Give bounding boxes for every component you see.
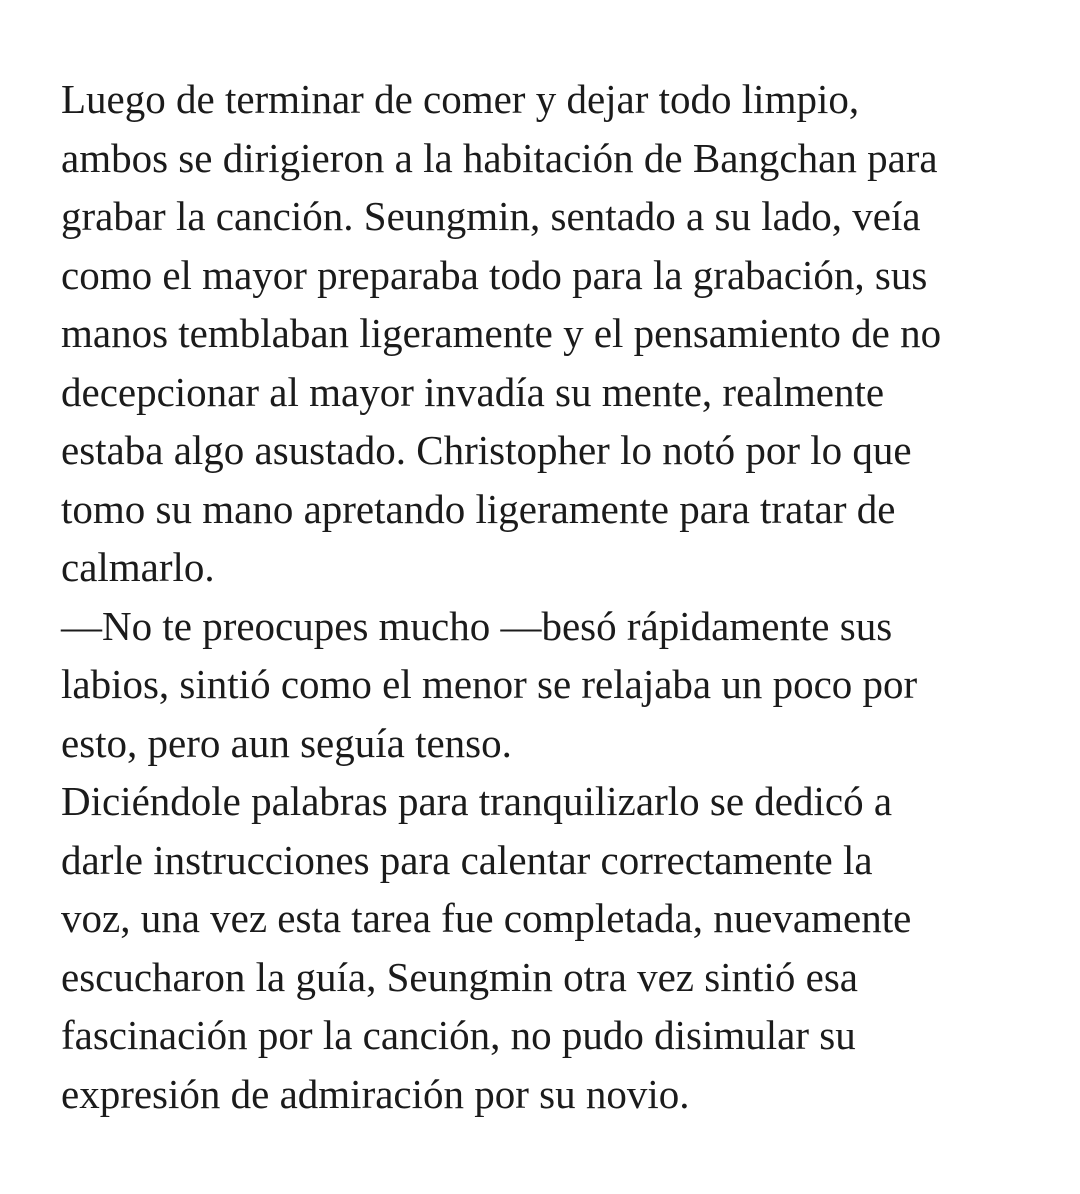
- text-line: fascinación por la canción, no pudo disimular su: [61, 1012, 856, 1058]
- text-line: labios, sintió como el menor se relajaba un poco por: [61, 661, 918, 707]
- text-line: voz, una vez esta tarea fue completada, nuevamente: [61, 895, 912, 941]
- dialogue-line: —No te preocupes mucho —besó rápidamente sus: [61, 602, 893, 649]
- text-line: escucharon la guía, Seungmin otra vez sintió esa: [61, 953, 858, 1000]
- text-line: Diciéndole palabras para tranquilizarlo se dedicó a: [61, 778, 893, 824]
- text-line: darle instrucciones para calentar correctamente la: [61, 836, 873, 883]
- text-line: expresión de admiración por su novio.: [61, 1070, 690, 1117]
- text-line: esto, pero aun seguía tenso.: [61, 719, 512, 766]
- text-line: estaba algo asustado. Christopher lo notó por lo que: [61, 427, 912, 473]
- text-line: Luego de terminar de comer y dejar todo limpio,: [61, 76, 860, 122]
- text-line: tomo su mano apretando ligeramente para tratar de: [61, 485, 896, 532]
- text-line: calmarlo.: [61, 544, 215, 590]
- text-line: manos temblaban ligeramente y el pensamiento de no: [61, 310, 942, 356]
- text-line: decepcionar al mayor invadía su mente, realmente: [61, 368, 885, 415]
- text-line: grabar la canción. Seungmin, sentado a su lado, veía: [61, 193, 921, 239]
- text-line: como el mayor preparaba todo para la grabación, sus: [61, 251, 928, 298]
- story-text: [61, 70, 1031, 1123]
- text-line: ambos se dirigieron a la habitación de Bangchan para: [61, 134, 938, 181]
